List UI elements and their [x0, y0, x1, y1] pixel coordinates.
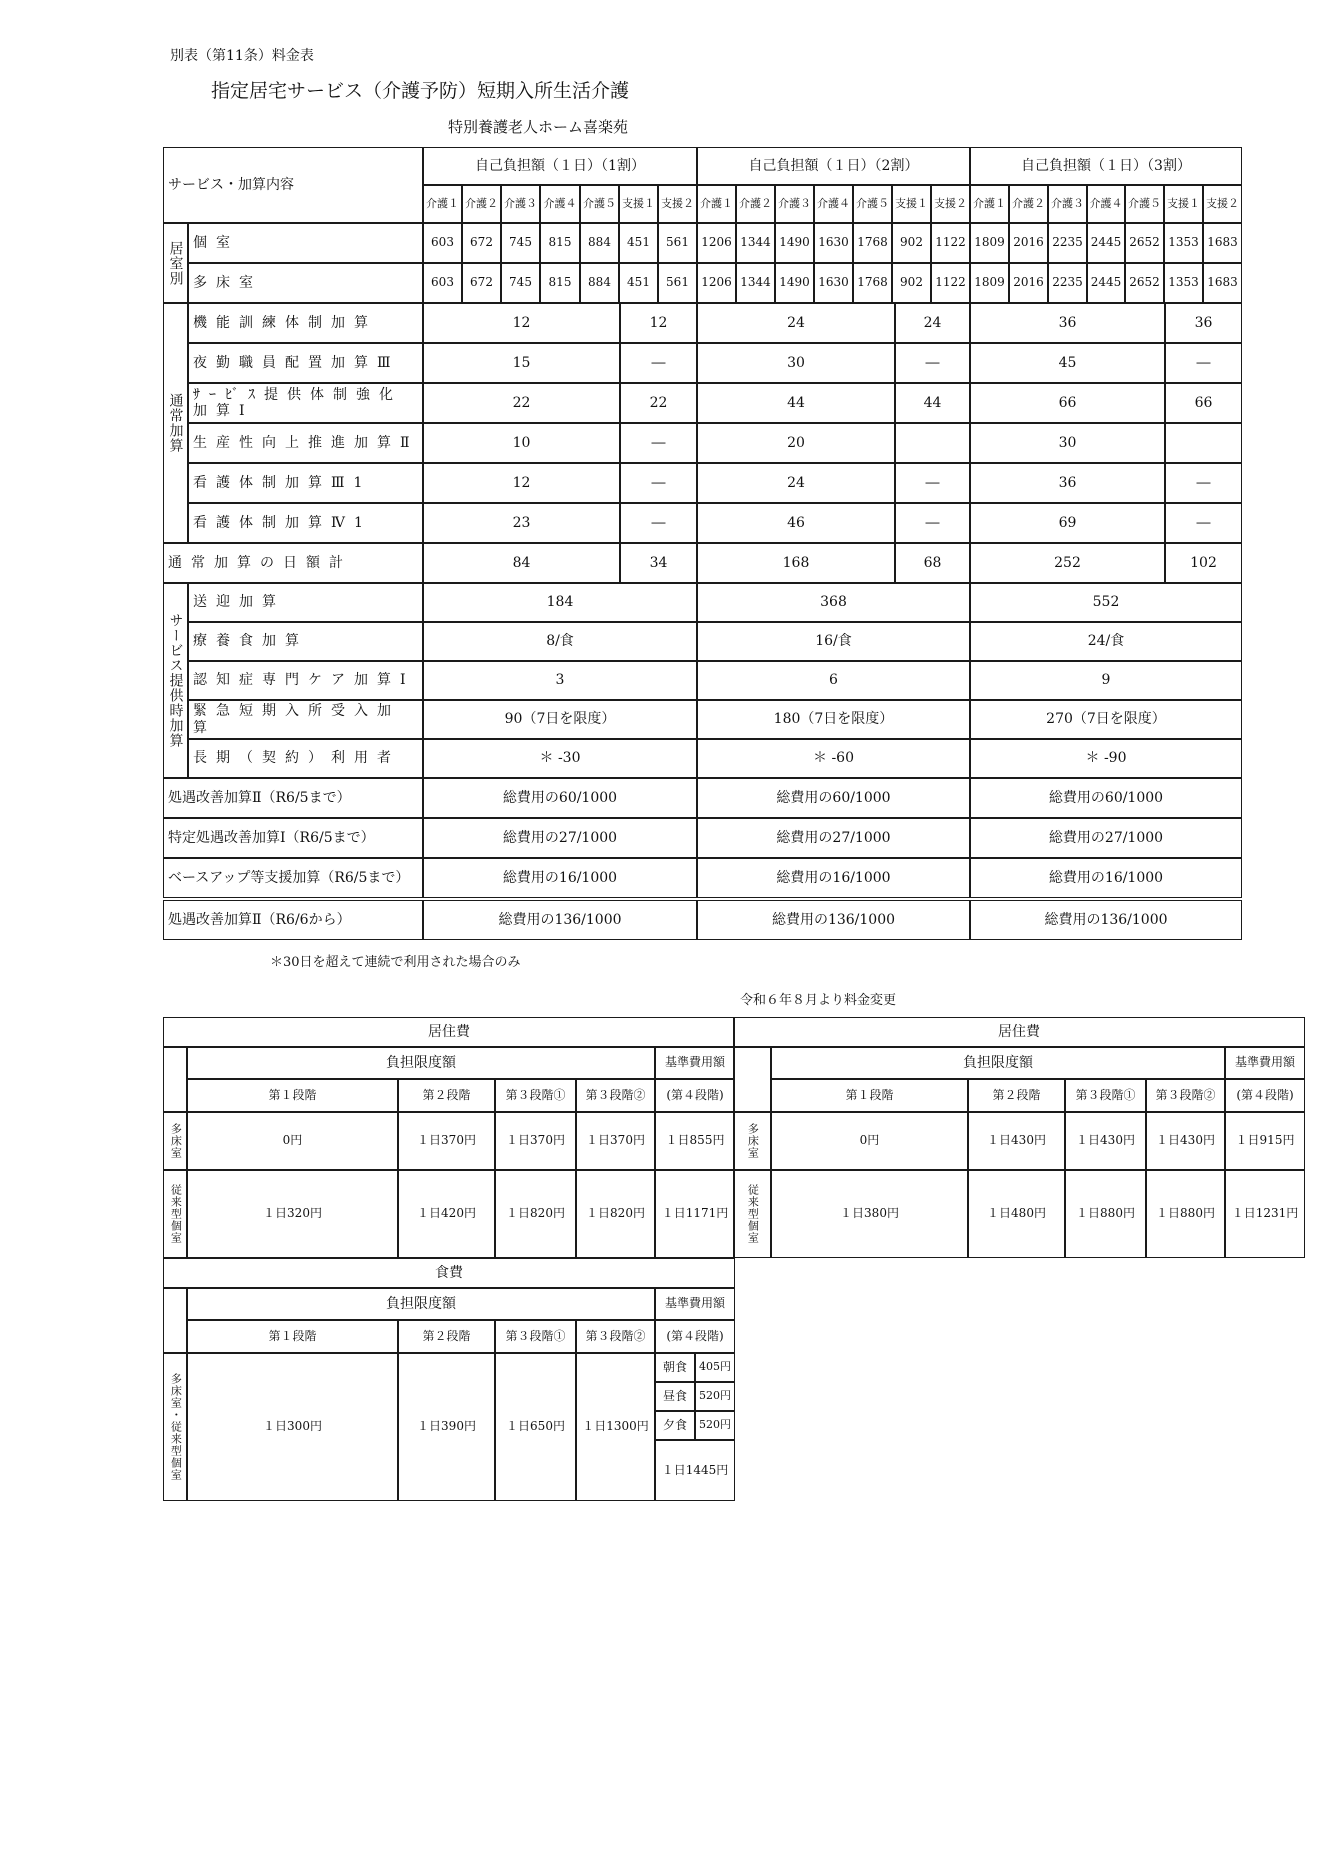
residence-fee-cell: １日420円 — [398, 1170, 495, 1258]
label-spacer — [163, 1288, 187, 1353]
care-level-header: 介護４ — [1087, 185, 1125, 223]
improvement-addition-value: 総費用の16/1000 — [697, 858, 970, 898]
care-level-header: 支援１ — [619, 185, 658, 223]
copay-group-header: 自己負担額（１日）（2割） — [697, 147, 970, 185]
service-addition-value: 3 — [423, 661, 697, 700]
addition-care-value: 24 — [697, 463, 895, 503]
room-fee-cell: 1683 — [1203, 223, 1242, 263]
room-fee-cell: 1768 — [853, 223, 892, 263]
addition-care-value: 10 — [423, 423, 620, 463]
room-fee-cell: 745 — [501, 223, 540, 263]
stage-header: 第２段階 — [398, 1320, 495, 1353]
addition-name: 夜勤職員配置加算Ⅲ — [188, 343, 423, 383]
room-fee-cell: 1630 — [814, 263, 853, 303]
room-fee-cell: 603 — [423, 223, 462, 263]
meal-price: 520円 — [695, 1382, 735, 1411]
care-level-header: 介護４ — [540, 185, 580, 223]
header-corner: サービス・加算内容 — [163, 147, 423, 223]
room-fee-cell: 1206 — [697, 223, 736, 263]
residence-fee-cell: 0円 — [187, 1112, 398, 1170]
meal-fee-cell: １日650円 — [495, 1353, 576, 1501]
care-level-header: 介護５ — [580, 185, 619, 223]
room-fee-cell: 884 — [580, 223, 619, 263]
addition-name: 看護体制加算Ⅳ1 — [188, 503, 423, 543]
addition-support-value: 36 — [1165, 303, 1242, 343]
service-addition-value: 16/食 — [697, 622, 970, 661]
care-level-header: 支援２ — [658, 185, 697, 223]
room-fee-cell: 561 — [658, 263, 697, 303]
addition-care-value: 69 — [970, 503, 1165, 543]
room-fee-cell: 1344 — [736, 263, 775, 303]
stage-header: 第３段階① — [1065, 1079, 1146, 1112]
addition-support-value: 22 — [620, 383, 697, 423]
room-fee-cell: 451 — [619, 263, 658, 303]
residence-fee-cell: １日430円 — [1065, 1112, 1146, 1170]
stage-header: (第４段階) — [655, 1079, 735, 1112]
room-fee-cell: 672 — [462, 263, 501, 303]
base-cost-header: 基準費用額 — [655, 1288, 735, 1320]
addition-support-value: 24 — [895, 303, 970, 343]
room-fee-cell: 1809 — [970, 223, 1009, 263]
stage-header: (第４段階) — [655, 1320, 735, 1353]
room-fee-cell: 2016 — [1009, 263, 1048, 303]
room-fee-cell: 1490 — [775, 223, 814, 263]
addition-care-value: 46 — [697, 503, 895, 543]
addition-support-value: ― — [620, 463, 697, 503]
room-fee-cell: 1206 — [697, 263, 736, 303]
service-addition-value: 180（7日を限度） — [697, 700, 970, 739]
care-level-header: 介護３ — [1048, 185, 1087, 223]
improvement-addition-value: 総費用の136/1000 — [423, 900, 697, 940]
care-level-header: 介護４ — [814, 185, 853, 223]
room-fee-cell: 451 — [619, 223, 658, 263]
residence-fee-cell: １日430円 — [968, 1112, 1065, 1170]
improvement-addition-value: 総費用の16/1000 — [423, 858, 697, 898]
facility-name: 特別養護老人ホーム喜楽苑 — [448, 118, 629, 136]
addition-name: 看護体制加算Ⅲ1 — [188, 463, 423, 503]
addition-care-value: 36 — [970, 303, 1165, 343]
room-fee-cell: 2652 — [1125, 223, 1164, 263]
addition-care-value: 22 — [423, 383, 620, 423]
label-spacer — [733, 1047, 771, 1112]
addition-care-value: 44 — [697, 383, 895, 423]
addition-care-value: 20 — [697, 423, 895, 463]
normal-addition-group-label: 通常加算 — [163, 303, 188, 543]
improvement-addition-name: 処遇改善加算Ⅱ（R6/6から） — [163, 900, 423, 940]
service-addition-group-label: サービス提供時加算 — [163, 583, 188, 778]
improvement-addition-name: ベースアップ等支援加算（R6/5まで） — [163, 858, 423, 898]
improvement-addition-value: 総費用の60/1000 — [423, 778, 697, 818]
stage-header: 第２段階 — [968, 1079, 1065, 1112]
residence-fee-cell: １日855円 — [655, 1112, 735, 1170]
addition-support-value: 12 — [620, 303, 697, 343]
addition-care-value: 12 — [423, 463, 620, 503]
residence-fee-cell: １日320円 — [187, 1170, 398, 1258]
limit-header: 負担限度額 — [187, 1047, 655, 1079]
room-type-label: 従来型個室 — [733, 1170, 771, 1258]
care-level-header: 介護２ — [736, 185, 775, 223]
addition-name: ｻｰﾋﾞｽ提供体制強化加算Ⅰ — [188, 383, 423, 423]
service-addition-value: ＊ -30 — [423, 739, 697, 778]
room-fee-cell: 815 — [540, 263, 580, 303]
service-addition-value: 184 — [423, 583, 697, 622]
copay-group-header: 自己負担額（１日）（1割） — [423, 147, 697, 185]
room-fee-cell: 745 — [501, 263, 540, 303]
addition-support-value: ― — [895, 503, 970, 543]
residence-fee-cell: １日915円 — [1225, 1112, 1305, 1170]
meal-fee-cell: １日1300円 — [576, 1353, 655, 1501]
addition-care-value: 15 — [423, 343, 620, 383]
room-type-label: 多床室 — [188, 263, 423, 303]
addition-name: 生産性向上推進加算Ⅱ — [188, 423, 423, 463]
room-fee-cell: 2445 — [1087, 263, 1125, 303]
addition-support-value: ― — [1165, 503, 1242, 543]
meal-name: 夕食 — [655, 1411, 695, 1440]
room-group-label: 居室別 — [163, 223, 188, 303]
room-fee-cell: 2235 — [1048, 263, 1087, 303]
care-level-header: 介護３ — [501, 185, 540, 223]
service-addition-value: ＊ -60 — [697, 739, 970, 778]
room-type-label: 個室 — [188, 223, 423, 263]
room-fee-cell: 1768 — [853, 263, 892, 303]
label-spacer — [163, 1047, 187, 1112]
meal-name: 朝食 — [655, 1353, 695, 1382]
meal-name: 昼食 — [655, 1382, 695, 1411]
service-addition-value: ＊ -90 — [970, 739, 1242, 778]
service-addition-name: 緊急短期入所受入加算 — [188, 700, 423, 739]
stage-header: 第１段階 — [187, 1079, 398, 1112]
room-fee-cell: 561 — [658, 223, 697, 263]
residence-fee-cell: １日820円 — [576, 1170, 655, 1258]
addition-support-value — [895, 423, 970, 463]
stage-header: 第３段階② — [576, 1320, 655, 1353]
daily-total-care: 84 — [423, 543, 620, 583]
residence-fee-cell: １日1231円 — [1225, 1170, 1305, 1258]
room-fee-cell: 1630 — [814, 223, 853, 263]
room-fee-cell: 902 — [892, 223, 931, 263]
improvement-addition-name: 処遇改善加算Ⅱ（R6/5まで） — [163, 778, 423, 818]
daily-total-label: 通常加算の日額計 — [163, 543, 423, 583]
addition-care-value: 12 — [423, 303, 620, 343]
addition-care-value: 36 — [970, 463, 1165, 503]
addition-care-value: 45 — [970, 343, 1165, 383]
service-addition-value: 6 — [697, 661, 970, 700]
addition-support-value: ― — [895, 463, 970, 503]
improvement-addition-value: 総費用の60/1000 — [697, 778, 970, 818]
main-footnote: ＊30日を超えて連続で利用された場合のみ — [270, 955, 521, 970]
room-fee-cell: 1353 — [1164, 263, 1203, 303]
copay-group-header: 自己負担額（１日）（3割） — [970, 147, 1242, 185]
service-addition-value: 24/食 — [970, 622, 1242, 661]
care-level-header: 支援２ — [1203, 185, 1242, 223]
room-type-label: 多床室 — [163, 1112, 187, 1170]
service-addition-value: 552 — [970, 583, 1242, 622]
room-fee-cell: 1353 — [1164, 223, 1203, 263]
base-daily-total: １日1445円 — [655, 1440, 735, 1501]
room-fee-cell: 1683 — [1203, 263, 1242, 303]
improvement-addition-value: 総費用の27/1000 — [423, 818, 697, 858]
room-fee-cell: 815 — [540, 223, 580, 263]
residence-fee-cell: １日380円 — [771, 1170, 968, 1258]
daily-total-care: 168 — [697, 543, 895, 583]
service-addition-name: 送迎加算 — [188, 583, 423, 622]
residence-fee-cell: １日1171円 — [655, 1170, 735, 1258]
addition-support-value: ― — [620, 503, 697, 543]
room-fee-cell: 2652 — [1125, 263, 1164, 303]
addition-care-value: 66 — [970, 383, 1165, 423]
residence-title: 居住費 — [163, 1017, 735, 1047]
document-title: 指定居宅サービス（介護予防）短期入所生活介護 — [211, 80, 630, 102]
meal-price: 520円 — [695, 1411, 735, 1440]
care-level-header: 支援１ — [892, 185, 931, 223]
daily-total-support: 102 — [1165, 543, 1242, 583]
improvement-addition-value: 総費用の136/1000 — [970, 900, 1242, 940]
service-addition-value: 90（7日を限度） — [423, 700, 697, 739]
limit-header: 負担限度額 — [771, 1047, 1225, 1079]
stage-header: 第３段階① — [495, 1320, 576, 1353]
improvement-addition-value: 総費用の27/1000 — [970, 818, 1242, 858]
service-addition-name: 長期（契約）利用者 — [188, 739, 423, 778]
residence-fee-cell: １日370円 — [495, 1112, 576, 1170]
room-fee-cell: 603 — [423, 263, 462, 303]
stage-header: 第２段階 — [398, 1079, 495, 1112]
care-level-header: 介護１ — [423, 185, 462, 223]
room-fee-cell: 2235 — [1048, 223, 1087, 263]
appendix-label: 別表（第11条）料金表 — [170, 48, 314, 64]
room-fee-cell: 1122 — [931, 263, 970, 303]
addition-care-value: 24 — [697, 303, 895, 343]
meal-title: 食費 — [163, 1258, 735, 1288]
residence-fee-cell: １日880円 — [1146, 1170, 1225, 1258]
improvement-addition-value: 総費用の136/1000 — [697, 900, 970, 940]
room-type-label: 従来型個室 — [163, 1170, 187, 1258]
addition-care-value: 23 — [423, 503, 620, 543]
care-level-header: 介護１ — [697, 185, 736, 223]
care-level-header: 介護２ — [1009, 185, 1048, 223]
base-cost-header: 基準費用額 — [1225, 1047, 1305, 1079]
addition-name: 機能訓練体制加算 — [188, 303, 423, 343]
addition-care-value: 30 — [970, 423, 1165, 463]
price-change-note: 令和６年８月より料金変更 — [740, 993, 897, 1008]
care-level-header: 支援２ — [931, 185, 970, 223]
room-fee-cell: 884 — [580, 263, 619, 303]
room-fee-cell: 1344 — [736, 223, 775, 263]
care-level-header: 介護５ — [853, 185, 892, 223]
residence-fee-cell: １日480円 — [968, 1170, 1065, 1258]
base-cost-header: 基準費用額 — [655, 1047, 735, 1079]
service-addition-name: 療養食加算 — [188, 622, 423, 661]
addition-support-value: 44 — [895, 383, 970, 423]
improvement-addition-value: 総費用の27/1000 — [697, 818, 970, 858]
room-type-label: 多床室 — [733, 1112, 771, 1170]
meal-price: 405円 — [695, 1353, 735, 1382]
limit-header: 負担限度額 — [187, 1288, 655, 1320]
meal-fee-cell: １日300円 — [187, 1353, 398, 1501]
improvement-addition-value: 総費用の16/1000 — [970, 858, 1242, 898]
room-fee-cell: 2016 — [1009, 223, 1048, 263]
care-level-header: 介護２ — [462, 185, 501, 223]
addition-support-value: ― — [895, 343, 970, 383]
room-fee-cell: 672 — [462, 223, 501, 263]
addition-support-value: ― — [1165, 463, 1242, 503]
residence-fee-cell: １日370円 — [398, 1112, 495, 1170]
addition-support-value: ― — [620, 423, 697, 463]
care-level-header: 支援１ — [1164, 185, 1203, 223]
stage-header: (第４段階) — [1225, 1079, 1305, 1112]
room-fee-cell: 2445 — [1087, 223, 1125, 263]
stage-header: 第３段階① — [495, 1079, 576, 1112]
care-level-header: 介護１ — [970, 185, 1009, 223]
care-level-header: 介護３ — [775, 185, 814, 223]
residence-fee-cell: １日820円 — [495, 1170, 576, 1258]
addition-support-value: ― — [620, 343, 697, 383]
service-addition-value: 8/食 — [423, 622, 697, 661]
residence-title: 居住費 — [733, 1017, 1305, 1047]
addition-support-value: ― — [1165, 343, 1242, 383]
meal-fee-cell: １日390円 — [398, 1353, 495, 1501]
room-fee-cell: 1490 — [775, 263, 814, 303]
improvement-addition-value: 総費用の60/1000 — [970, 778, 1242, 818]
service-addition-value: 368 — [697, 583, 970, 622]
residence-fee-cell: １日880円 — [1065, 1170, 1146, 1258]
service-addition-name: 認知症専門ケア加算Ⅰ — [188, 661, 423, 700]
daily-total-care: 252 — [970, 543, 1165, 583]
daily-total-support: 34 — [620, 543, 697, 583]
residence-fee-cell: １日430円 — [1146, 1112, 1225, 1170]
addition-support-value — [1165, 423, 1242, 463]
service-addition-value: 9 — [970, 661, 1242, 700]
room-fee-cell: 1122 — [931, 223, 970, 263]
addition-support-value: 66 — [1165, 383, 1242, 423]
residence-fee-cell: １日370円 — [576, 1112, 655, 1170]
care-level-header: 介護５ — [1125, 185, 1164, 223]
stage-header: 第３段階② — [576, 1079, 655, 1112]
stage-header: 第１段階 — [187, 1320, 398, 1353]
room-fee-cell: 902 — [892, 263, 931, 303]
addition-care-value: 30 — [697, 343, 895, 383]
residence-fee-cell: 0円 — [771, 1112, 968, 1170]
improvement-addition-name: 特定処遇改善加算Ⅰ（R6/5まで） — [163, 818, 423, 858]
stage-header: 第３段階② — [1146, 1079, 1225, 1112]
stage-header: 第１段階 — [771, 1079, 968, 1112]
room-type-label: 多床室・従来型個室 — [163, 1353, 187, 1501]
room-fee-cell: 1809 — [970, 263, 1009, 303]
daily-total-support: 68 — [895, 543, 970, 583]
service-addition-value: 270（7日を限度） — [970, 700, 1242, 739]
